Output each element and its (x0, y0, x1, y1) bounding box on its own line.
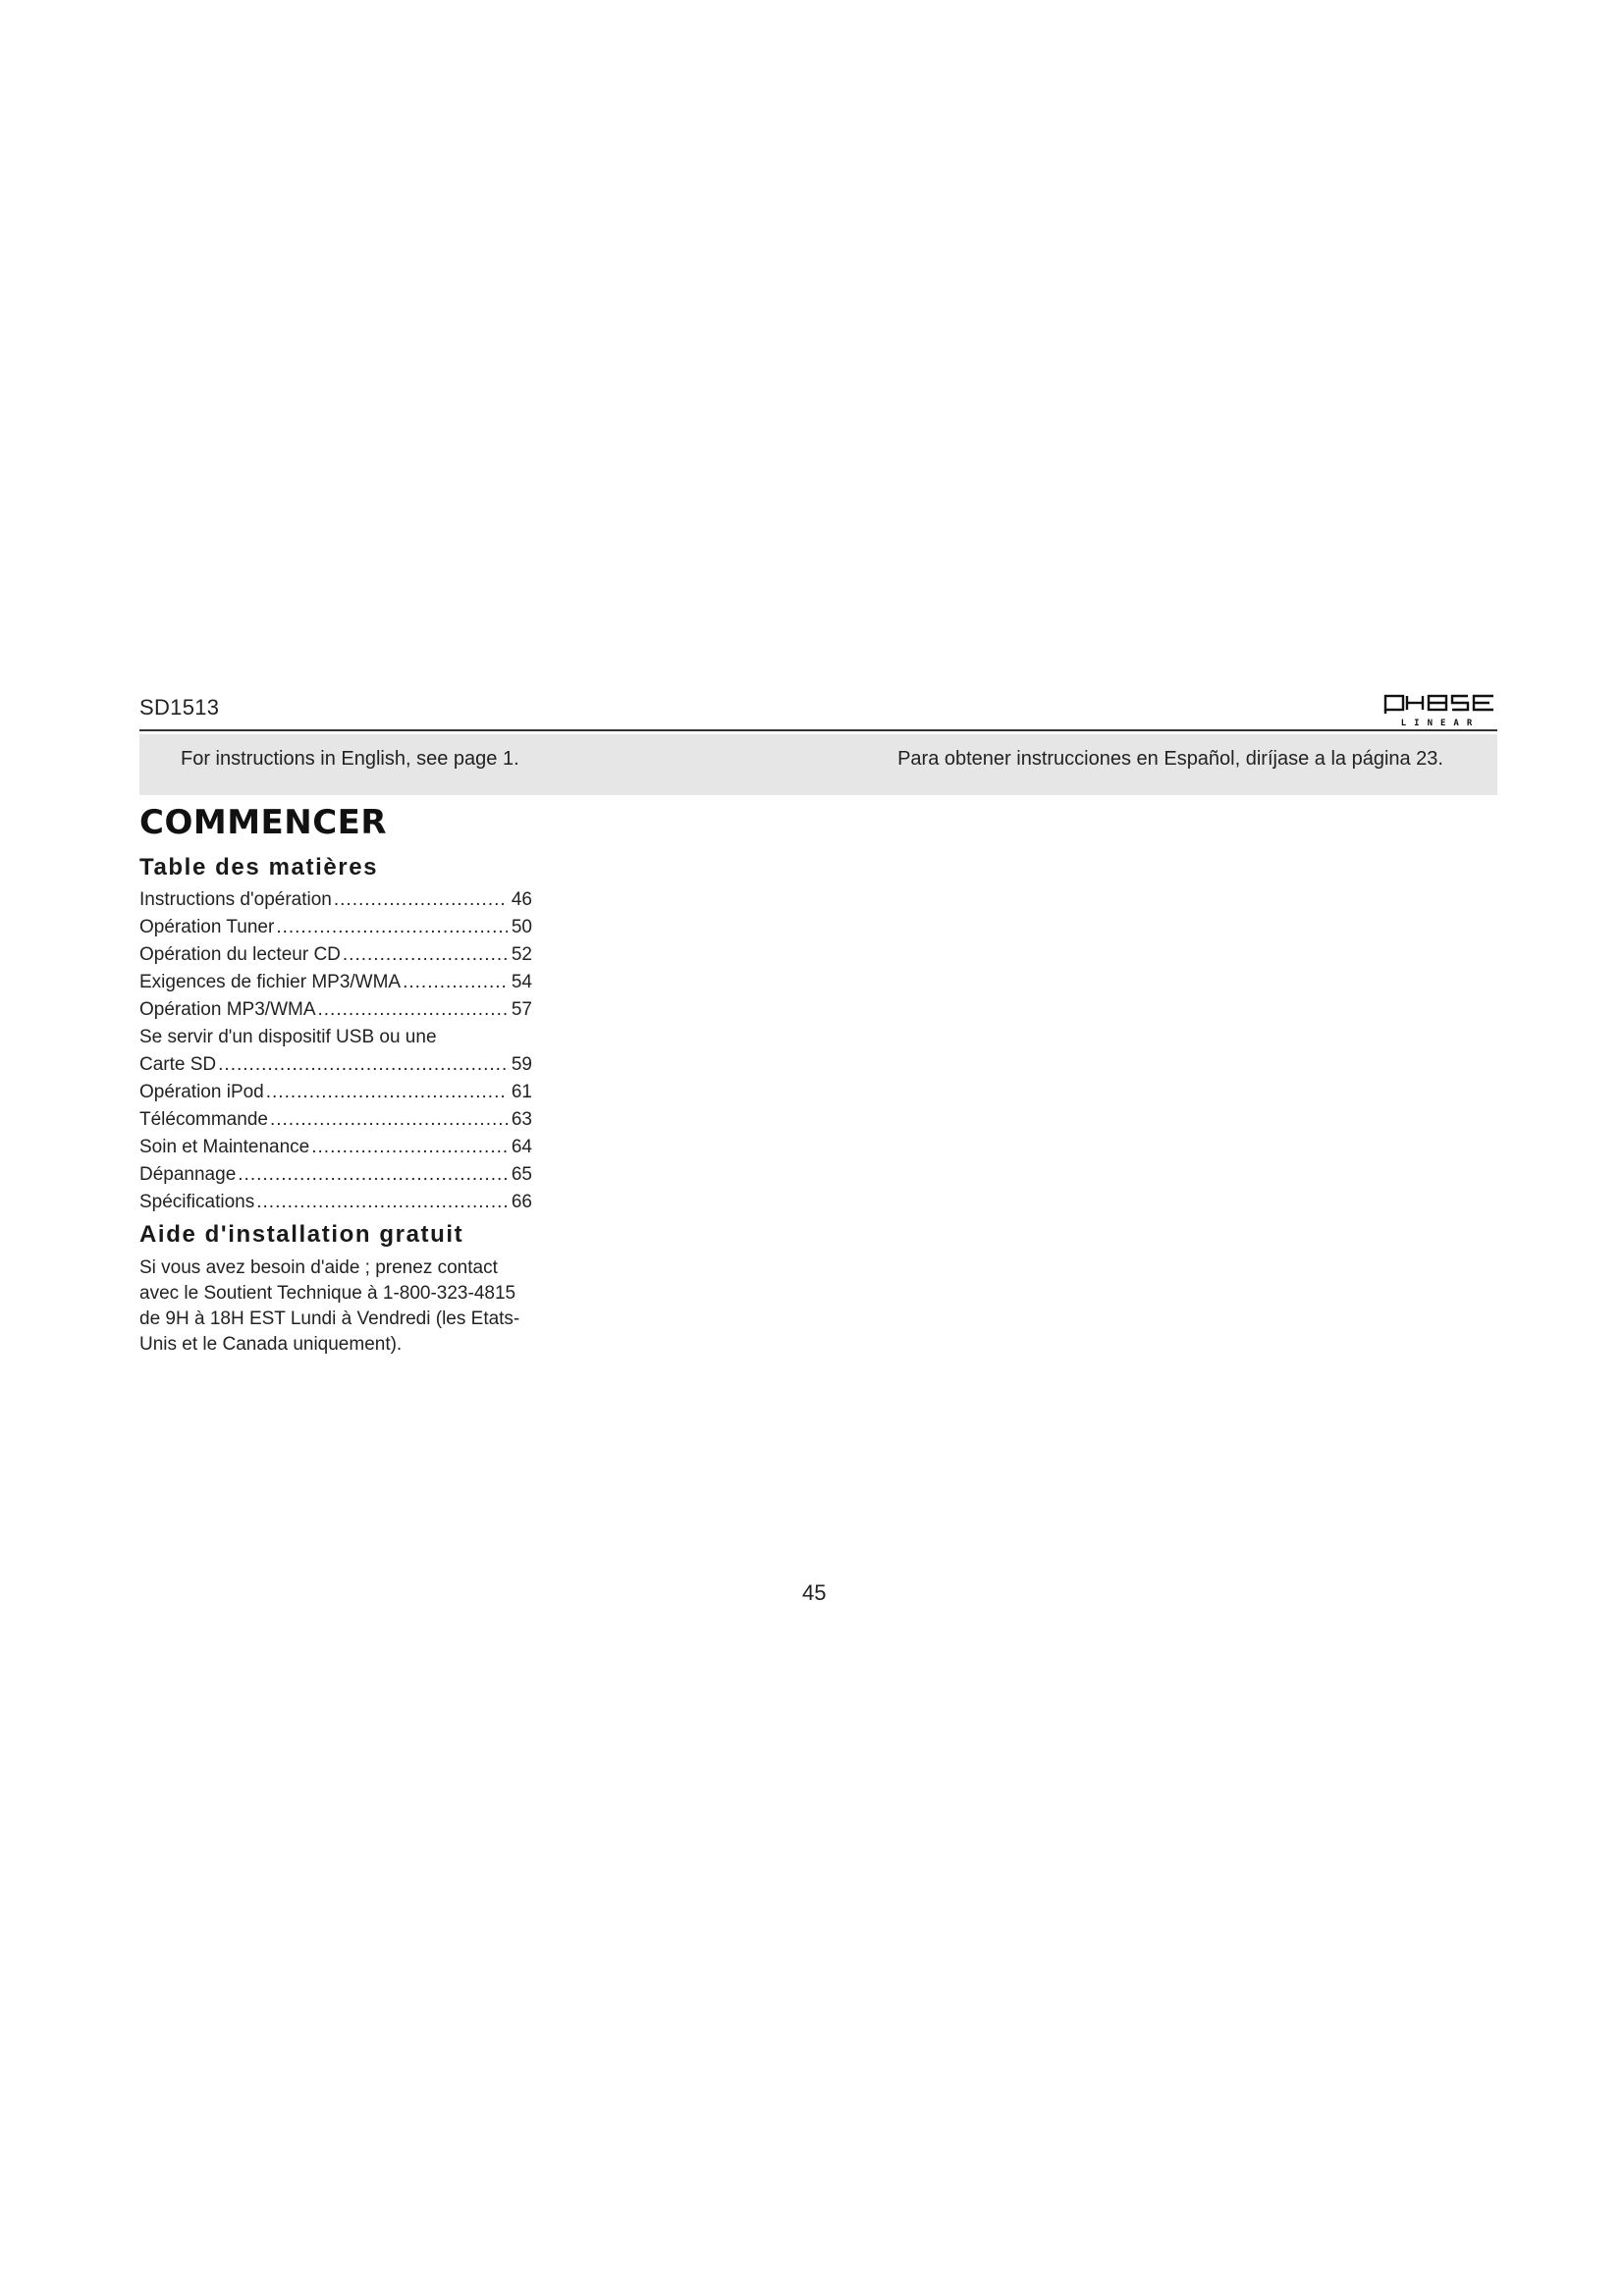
toc-item (139, 941, 532, 969)
dot-leader (266, 1079, 508, 1106)
toc-item (139, 1189, 532, 1216)
dot-leader (276, 914, 508, 941)
toc-item-page: 65 (511, 1164, 532, 1185)
toc-item-label: Se servir d'un dispositif USB ou une (139, 1027, 437, 1047)
toc-item (139, 914, 532, 941)
toc-item-page: 64 (511, 1137, 532, 1157)
dot-leader (318, 996, 508, 1024)
toc-item-page: 57 (511, 999, 532, 1020)
toc-item-label: Opération du lecteur CD (139, 944, 341, 965)
toc-item-label-continued: Carte SD (139, 1054, 217, 1075)
toc-item-label: Opération Tuner (139, 917, 275, 937)
help-line: de 9H à 18H EST Lundi à Vendredi (les Etats- (139, 1308, 520, 1329)
toc-item (139, 1106, 532, 1134)
toc-item-page: 63 (511, 1109, 532, 1130)
toc-item (139, 996, 532, 1024)
toc-item-page: 66 (511, 1192, 532, 1212)
toc-item (139, 1134, 532, 1161)
phase-linear-logo (1383, 694, 1497, 727)
toc-item (139, 1024, 532, 1079)
page-number: 45 (802, 1580, 827, 1605)
help-heading: Aide d'installation gratuit (139, 1221, 464, 1248)
toc-item-label: Opération iPod (139, 1082, 264, 1102)
toc-item-label: Télécommande (139, 1109, 268, 1130)
help-line: Unis et le Canada uniquement). (139, 1334, 403, 1355)
help-line: avec le Soutient Technique à 1-800-323-4815 (139, 1283, 516, 1304)
toc-item-page: 50 (511, 917, 532, 937)
dot-leader (270, 1106, 508, 1134)
toc-item-page: 54 (511, 972, 532, 992)
toc-item (139, 886, 532, 914)
spanish-instructions-note: Para obtener instrucciones en Español, diríjase a la página 23. (897, 748, 1443, 770)
toc-item-label: Spécifications (139, 1192, 255, 1212)
toc-item-page: 59 (511, 1054, 532, 1075)
help-paragraph (139, 1255, 562, 1358)
toc-item-label: Instructions d'opération (139, 889, 332, 910)
dot-leader (403, 969, 508, 996)
dot-leader (311, 1134, 508, 1161)
dot-leader (343, 941, 508, 969)
toc-item-page: 52 (511, 944, 532, 965)
svg-text:LINEAR: LINEAR (1400, 719, 1481, 727)
help-line: Si vous avez besoin d'aide ; prenez contact (139, 1257, 498, 1278)
toc-item (139, 1079, 532, 1106)
toc-item (139, 969, 532, 996)
english-instructions-note: For instructions in English, see page 1. (181, 748, 519, 770)
model-number: SD1513 (139, 695, 220, 720)
toc-item (139, 1161, 532, 1189)
toc-item-label: Soin et Maintenance (139, 1137, 310, 1157)
dot-leader (238, 1161, 508, 1189)
header-rule (139, 729, 1497, 731)
dot-leader (218, 1051, 508, 1079)
language-bar (139, 734, 1497, 795)
section-title: COMMENCER (139, 803, 388, 842)
toc-item-label: Exigences de fichier MP3/WMA (139, 972, 402, 992)
dot-leader (334, 886, 508, 914)
toc-item-label: Opération MP3/WMA (139, 999, 316, 1020)
toc-item-page: 46 (511, 889, 532, 910)
toc-item-page: 61 (511, 1082, 532, 1102)
dot-leader (256, 1189, 508, 1216)
table-of-contents (139, 886, 532, 1216)
toc-item-label: Dépannage (139, 1164, 237, 1185)
toc-heading: Table des matières (139, 854, 379, 881)
